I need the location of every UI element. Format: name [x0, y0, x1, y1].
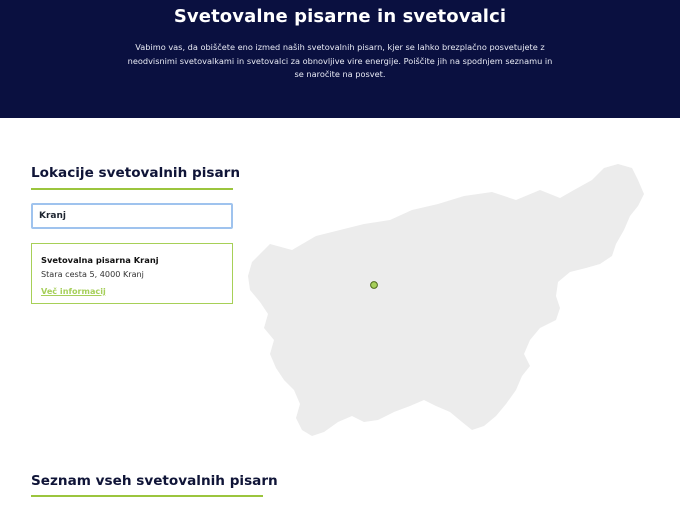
location-search-input[interactable] [31, 203, 233, 229]
location-result-card[interactable] [31, 243, 233, 304]
heading-underline [31, 188, 233, 190]
heading-underline [31, 495, 263, 497]
locations-heading: Lokacije svetovalnih pisarn [31, 165, 241, 181]
location-marker-kranj[interactable] [371, 282, 378, 289]
map-svg [240, 160, 680, 450]
result-office-address: Stara cesta 5, 4000 Kranj [41, 269, 144, 279]
slovenia-map[interactable] [240, 160, 680, 450]
all-offices-heading: Seznam vseh svetovalnih pisarn [31, 473, 278, 489]
hero-banner [0, 0, 680, 118]
hero-description: Vabimo vas, da obiščete eno izmed naših svetovalnih pisarn, kjer se lahko brezplačno posvetujete z neodvisnimi svetovalkami in svetovalci za obnovljive vire energije. Poiščite jih na spodnjem seznamu in se naročite na posvet. [127, 42, 553, 80]
more-info-link[interactable]: Več informacij [41, 286, 106, 296]
page-title: Svetovalne pisarne in svetovalci [173, 6, 507, 27]
result-office-name: Svetovalna pisarna Kranj [41, 255, 159, 265]
slovenia-shape [248, 164, 644, 436]
